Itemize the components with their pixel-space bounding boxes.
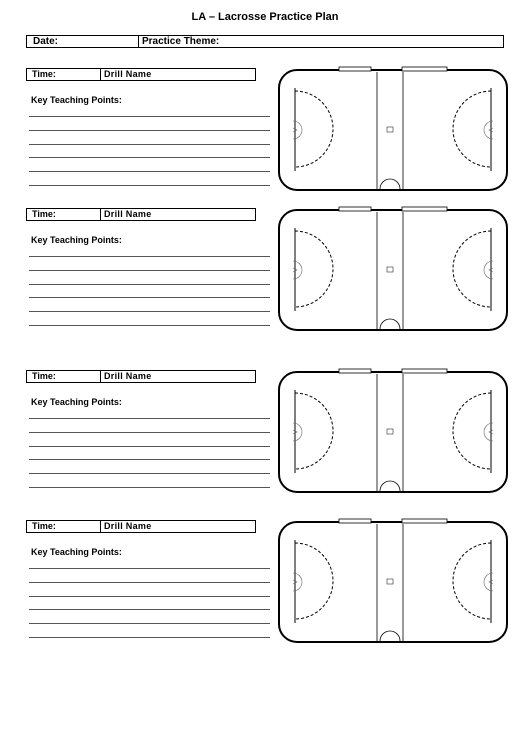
drill-header-box xyxy=(26,370,256,383)
drill-section xyxy=(26,68,526,198)
time-field[interactable]: Time: xyxy=(27,521,101,532)
center-spot xyxy=(387,579,393,584)
note-line[interactable] xyxy=(29,487,270,488)
crease-arc-left xyxy=(295,231,333,307)
page-title: LA – Lacrosse Practice Plan xyxy=(191,11,339,23)
note-line[interactable] xyxy=(29,637,270,638)
bench-right xyxy=(402,207,447,211)
note-line[interactable] xyxy=(29,582,270,583)
bench-left xyxy=(339,67,371,71)
bench-left xyxy=(339,207,371,211)
center-spot xyxy=(387,267,393,272)
note-line[interactable] xyxy=(29,418,270,419)
note-line[interactable] xyxy=(29,130,270,131)
key-teaching-points-label: Key Teaching Points: xyxy=(31,547,122,557)
bench-left xyxy=(339,519,371,523)
note-line[interactable] xyxy=(29,284,270,285)
note-line[interactable] xyxy=(29,473,270,474)
crease-arc-right xyxy=(453,393,491,469)
lacrosse-field-diagram xyxy=(277,66,509,194)
center-arc xyxy=(380,319,400,329)
time-field[interactable]: Time: xyxy=(27,69,101,80)
drill-name-field[interactable]: Drill Name xyxy=(104,371,152,381)
note-line[interactable] xyxy=(29,144,270,145)
note-line[interactable] xyxy=(29,446,270,447)
note-line[interactable] xyxy=(29,270,270,271)
center-spot xyxy=(387,127,393,132)
key-teaching-points-label: Key Teaching Points: xyxy=(31,95,122,105)
time-field[interactable]: Time: xyxy=(27,371,101,382)
crease-arc-right xyxy=(453,231,491,307)
note-line[interactable] xyxy=(29,459,270,460)
bench-right xyxy=(402,519,447,523)
drill-header-box xyxy=(26,68,256,81)
lacrosse-field-diagram xyxy=(277,518,509,646)
drill-section xyxy=(26,208,526,338)
drill-section xyxy=(26,520,526,650)
lacrosse-field-diagram xyxy=(277,206,509,334)
note-line[interactable] xyxy=(29,568,270,569)
note-line[interactable] xyxy=(29,157,270,158)
crease-arc-right xyxy=(453,543,491,619)
note-line[interactable] xyxy=(29,609,270,610)
drill-section xyxy=(26,370,526,500)
note-line[interactable] xyxy=(29,596,270,597)
note-line[interactable] xyxy=(29,325,270,326)
practice-theme-field[interactable]: Practice Theme: xyxy=(142,36,220,47)
center-arc xyxy=(380,631,400,641)
bench-right xyxy=(402,369,447,373)
key-teaching-points-label: Key Teaching Points: xyxy=(31,235,122,245)
drill-name-field[interactable]: Drill Name xyxy=(104,69,152,79)
header-box xyxy=(26,35,504,48)
crease-arc-left xyxy=(295,393,333,469)
note-line[interactable] xyxy=(29,256,270,257)
drill-name-field[interactable]: Drill Name xyxy=(104,521,152,531)
center-spot xyxy=(387,429,393,434)
note-line[interactable] xyxy=(29,171,270,172)
crease-arc-left xyxy=(295,543,333,619)
date-field[interactable]: Date: xyxy=(27,36,139,47)
note-line[interactable] xyxy=(29,311,270,312)
note-line[interactable] xyxy=(29,185,270,186)
drill-name-field[interactable]: Drill Name xyxy=(104,209,152,219)
crease-arc-right xyxy=(453,91,491,167)
key-teaching-points-label: Key Teaching Points: xyxy=(31,397,122,407)
bench-left xyxy=(339,369,371,373)
note-line[interactable] xyxy=(29,623,270,624)
bench-right xyxy=(402,67,447,71)
crease-arc-left xyxy=(295,91,333,167)
center-arc xyxy=(380,179,400,189)
time-field[interactable]: Time: xyxy=(27,209,101,220)
note-line[interactable] xyxy=(29,116,270,117)
center-arc xyxy=(380,481,400,491)
note-line[interactable] xyxy=(29,432,270,433)
drill-header-box xyxy=(26,208,256,221)
lacrosse-field-diagram xyxy=(277,368,509,496)
note-line[interactable] xyxy=(29,297,270,298)
drill-header-box xyxy=(26,520,256,533)
